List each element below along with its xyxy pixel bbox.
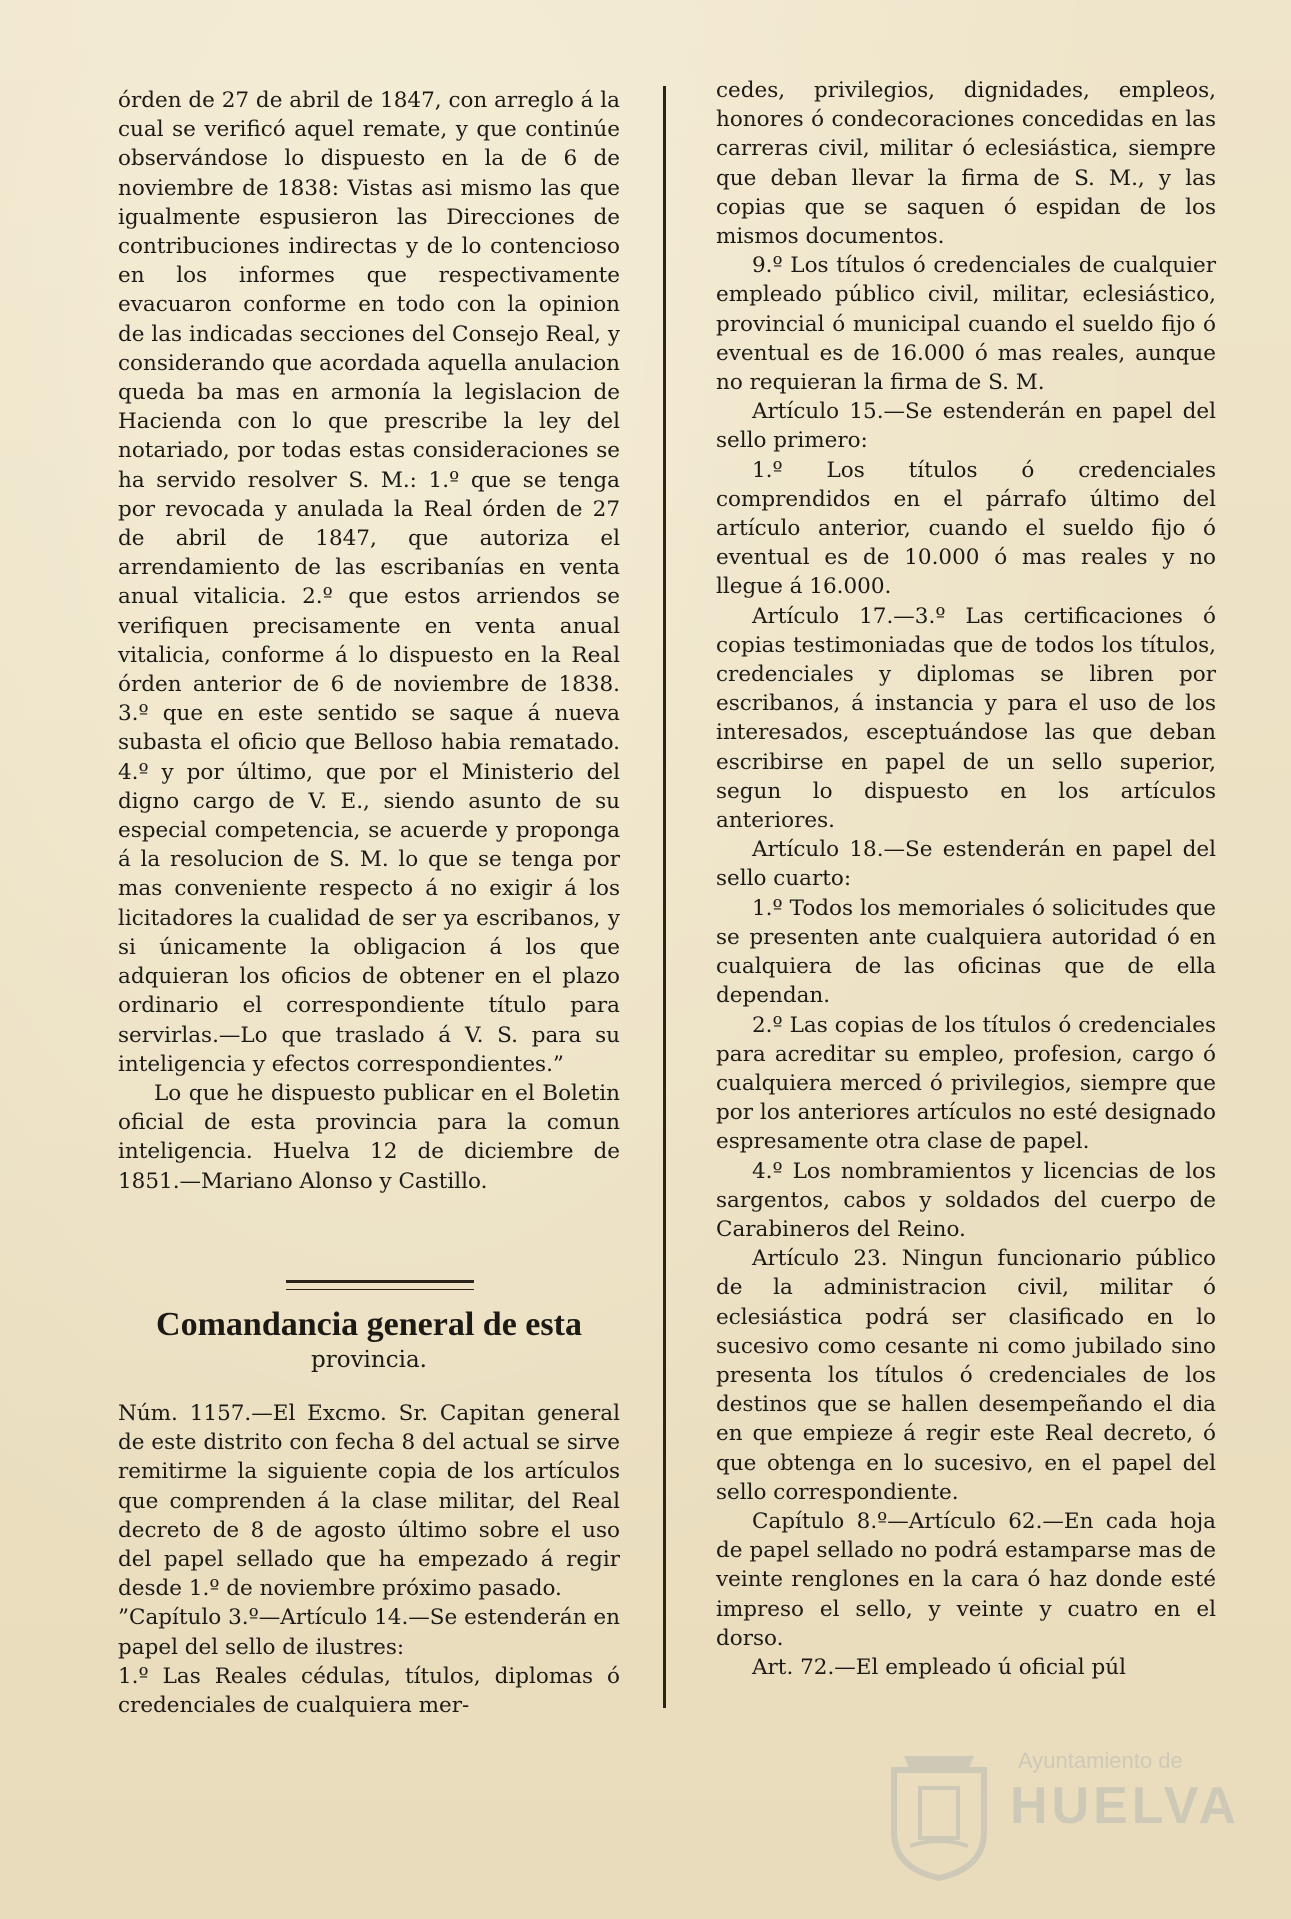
right-paragraph-1: cedes, privilegios, dignidades, empleos, honores ó condecoraciones concedidas en las carreras civil, militar ó eclesiástica, siempre que deban llevar la firma de S. M., y las copias que se saquen ó espidan de los mismos documentos. xyxy=(716,78,1216,250)
left-paragraph-4: ”Capítulo 3.º—Artículo 14.—Se estenderán en papel del sello de ilustres: xyxy=(118,1605,620,1660)
left-paragraph-2: Lo que he dispuesto publicar en el Boletin oficial de esta provincia para la comun inteligencia. Huelva 12 de diciembre de 1851.—Mariano Alonso y Castillo. xyxy=(118,1080,620,1194)
right-paragraph-6: Artículo 18.—Se estenderán en papel del sello cuarto: xyxy=(716,837,1216,892)
watermark xyxy=(868,1740,1241,1890)
right-paragraph-7: 1.º Todos los memoriales ó solicitudes que se presenten ante cualquiera autoridad ó en cualquiera de las oficinas que de ella dependan. xyxy=(716,895,1216,1009)
watermark-line-1: Ayuntamiento de xyxy=(1018,1748,1183,1773)
right-paragraph-5: Artículo 17.—3.º Las certificaciones ó copias testimoniadas que de todos los títulos, credenciales y diplomas se libren por escribanos, á instancia y para el uso de los interesados, esceptuándose las que deban escribirse en papel de un sello superior, segun lo dispuesto en los artículos anteriores. xyxy=(716,603,1216,834)
right-paragraph-8: 2.º Las copias de los títulos ó credenciales para acreditar su empleo, profesion, cargo ó cualquiera merced ó privilegios, siempre que por los anteriores artículos no esté designado espresamente otra clase de papel. xyxy=(716,1012,1216,1155)
right-column xyxy=(716,76,1216,1682)
section-subtitle: provincia. xyxy=(311,1347,427,1373)
right-paragraph-11: Capítulo 8.º—Artículo 62.—En cada hoja de papel sellado no podrá estamparse mas de veinte renglones en la cara ó haz donde esté impreso el sello, y veinte y cuatro en el dorso. xyxy=(716,1508,1216,1651)
right-paragraph-2: 9.º Los títulos ó credenciales de cualquier empleado público civil, militar, eclesiástico, provincial ó municipal cuando el sueldo fijo ó eventual es de 16.000 ó mas reales, aunque no requieran la firma de S. M. xyxy=(716,253,1216,396)
section-separator xyxy=(286,1280,474,1290)
left-paragraph-1: órden de 27 de abril de 1847, con arreglo á la cual se verificó aquel remate, y que continúe observándose lo dispuesto en la de 6 de noviembre de 1838: Vistas asi mismo las que igualmente espusieron las Direcciones de contribuciones indirectas y de lo contencioso en los informes que respectivamente evacuaron conforme en todo con la opinion de las indicadas secciones del Consejo Real, y considerando que acordada aquella anulacion queda ba mas en armonía la legislacion de Hacienda con lo que prescribe la ley del notariado, por todas estas consideraciones se ha servido resolver S. M.: 1.º que se tenga por revocada y anulada la Real órden de 27 de abril de 1847, que autoriza el arrendamiento de las escribanías en venta anual vitalicia. 2.º que estos arriendos se verifiquen precisamente en venta anual vitalicia, conforme á lo dispuesto en la Real órden anterior de 6 de noviembre de 1838. 3.º que en este sentido se saque á nueva subasta el oficio que Belloso habia rematado. 4.º y por último, que por el Ministerio del digno cargo de V. E., siendo asunto de su especial competencia, se acuerde y proponga á la resolucion de S. M. lo que se tenga por mas conveniente respecto á no exigir á los licitadores la cualidad de ser ya escribanos, y si únicamente la obligacion á los que adquieran los oficios de obtener en el plazo ordinario el correspondiente título para servirlas.—Lo que traslado á V. S. para su inteligencia y efectos correspondientes.” xyxy=(118,88,620,1077)
huelva-coat-of-arms-icon xyxy=(880,1740,998,1882)
right-paragraph-4: 1.º Los títulos ó credenciales comprendidos en el párrafo último del artículo anterior, cuando el sueldo fijo ó eventual es de 10.000 ó mas reales y no llegue á 16.000. xyxy=(716,457,1216,600)
left-column-lower xyxy=(118,1399,620,1720)
watermark-line-2: HUELVA xyxy=(1010,1777,1241,1835)
left-paragraph-5: 1.º Las Reales cédulas, títulos, diplomas ó credenciales de cualquiera mer- xyxy=(118,1663,620,1719)
section-title: Comandancia general de esta xyxy=(156,1306,582,1343)
right-paragraph-12: Art. 72.—El empleado ú oficial púl xyxy=(752,1654,1126,1680)
right-paragraph-3: Artículo 15.—Se estenderán en papel del sello primero: xyxy=(716,399,1216,454)
column-divider xyxy=(663,86,666,1708)
right-paragraph-10: Artículo 23. Ningun funcionario público de la administracion civil, militar ó eclesiástica podrá ser clasificado en lo sucesivo como cesante ni como jubilado sino presenta los títulos ó credenciales de los destinos que se hallen desempeñando el dia en que empieze á regir este Real decreto, ó que obtenga en lo sucesivo, en el papel del sello correspondiente. xyxy=(716,1246,1216,1505)
left-paragraph-3: Núm. 1157.—El Excmo. Sr. Capitan general de este distrito con fecha 8 del actual se sirve remitirme la siguiente copia de los artículos que comprenden á la clase militar, del Real decreto de 8 de agosto último sobre el uso del papel sellado que ha empezado á regir desde 1.º de noviembre próximo pasado. xyxy=(118,1401,620,1602)
right-paragraph-9: 4.º Los nombramientos y licencias de los sargentos, cabos y soldados del cuerpo de Carabineros del Reino. xyxy=(716,1158,1216,1242)
left-column xyxy=(118,86,620,1196)
